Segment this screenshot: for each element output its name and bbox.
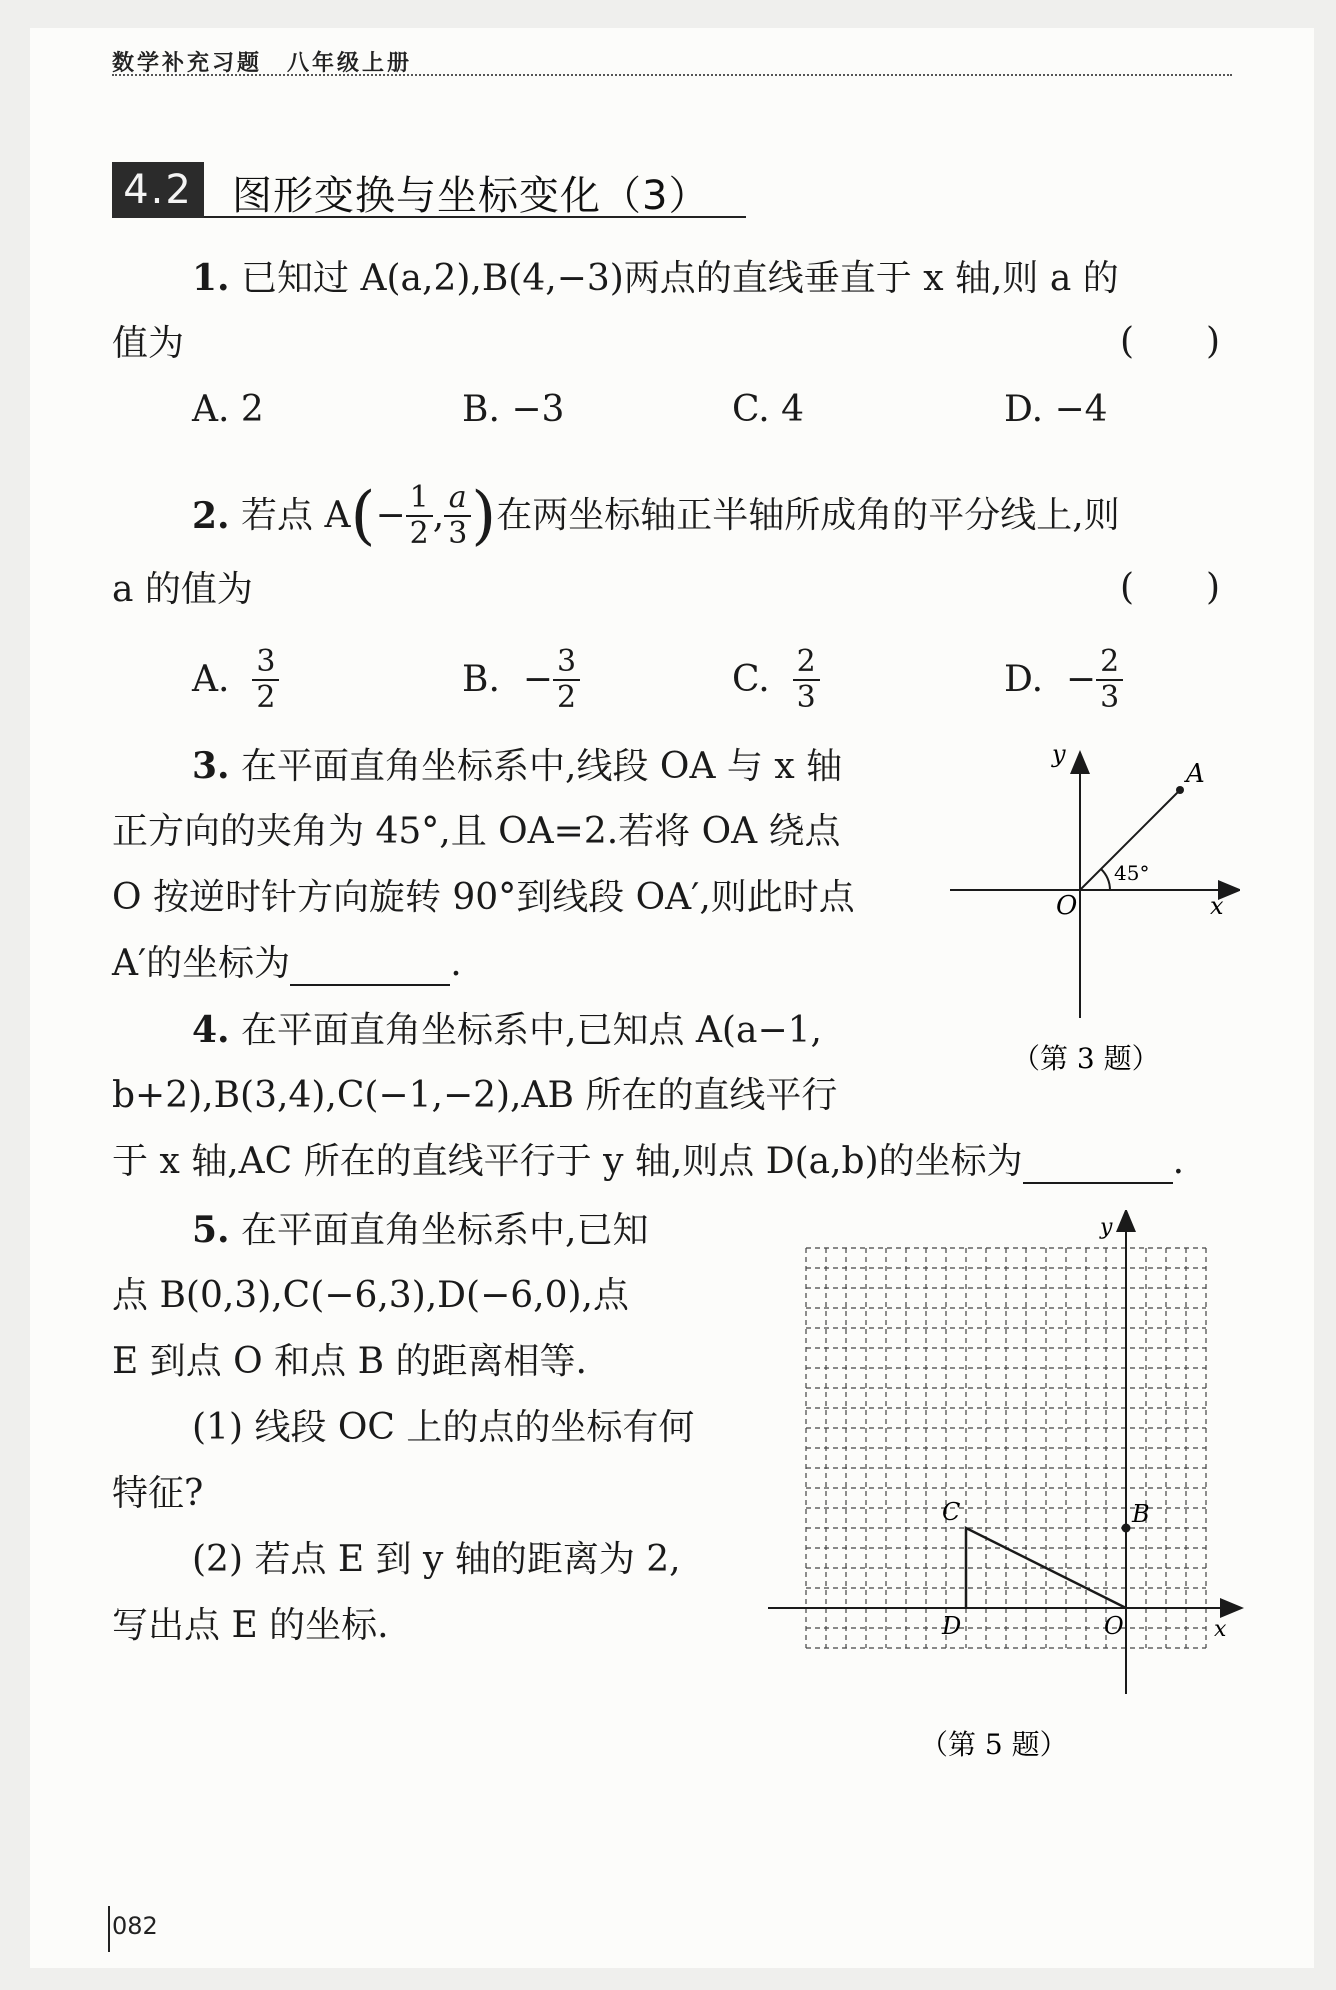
page-number: 082 bbox=[112, 1912, 158, 1940]
question-stem-suffix: 在两坐标轴正半轴所成角的平分线上,则 bbox=[496, 495, 1120, 536]
y-axis-label: y bbox=[1100, 1215, 1113, 1240]
option-b: B. −3 bbox=[462, 389, 565, 430]
question-stem-prefix: 若点 A bbox=[241, 495, 351, 536]
origin-label: O bbox=[1104, 1612, 1124, 1640]
y-axis-label: y bbox=[1052, 748, 1066, 768]
option-a: A. $\frac{3}{2}$ bbox=[192, 640, 279, 720]
question-3-line: 正方向的夹角为 45°,且 OA=2.若将 OA 绕点 bbox=[112, 811, 841, 852]
question-5: 5. 在平面直角坐标系中,已知 bbox=[192, 1209, 649, 1251]
question-3: 3. 在平面直角坐标系中,线段 OA 与 x 轴 bbox=[192, 745, 843, 787]
question-number: 3. bbox=[192, 745, 230, 787]
section-number: 4.2 bbox=[112, 162, 204, 218]
option-a: A. 2 bbox=[192, 389, 264, 430]
fraction: $\frac{1}{2}$ bbox=[406, 481, 433, 551]
section-underline bbox=[204, 216, 746, 218]
page-number-bar bbox=[108, 1906, 110, 1952]
origin-label: O bbox=[1056, 891, 1078, 921]
question-1-stem-cont: 值为 bbox=[112, 323, 185, 364]
figure-q5 bbox=[768, 1210, 1248, 1770]
figure-caption: （第 5 题） bbox=[920, 1728, 1068, 1761]
option-d: D. −4 bbox=[1004, 389, 1108, 430]
question-4-line: 于 x 轴,AC 所在的直线平行于 y 轴,则点 D(a,b)的坐标为 . bbox=[112, 1141, 1185, 1182]
answer-paren: ( ) bbox=[1120, 567, 1221, 608]
question-number: 5. bbox=[192, 1209, 230, 1251]
angle-arc bbox=[1101, 869, 1110, 890]
question-number: 2. bbox=[192, 495, 230, 537]
option-b: B. − $\frac{3}{2}$ bbox=[462, 640, 580, 720]
answer-paren: ( ) bbox=[1120, 321, 1221, 362]
point-c-label: C bbox=[942, 1498, 961, 1526]
dashed-grid bbox=[806, 1248, 1206, 1648]
section-title: 图形变换与坐标变化（3） bbox=[232, 173, 710, 219]
question-3-line: A′的坐标为 . bbox=[112, 943, 462, 984]
x-axis-label: x bbox=[1210, 892, 1224, 920]
question-2: 2. 若点 A ( − $\frac{1}{2}$ , $\frac{a}{3}$ ) 在两坐标轴正半轴所成角的平分线上,则 bbox=[192, 476, 1120, 556]
option-d: D. − $\frac{2}{3}$ bbox=[1004, 640, 1123, 720]
question-stem: 已知过 A(a,2),B(4,−3)两点的直线垂直于 x 轴,则 a 的 bbox=[241, 258, 1119, 299]
x-axis-label: x bbox=[1214, 1617, 1227, 1642]
question-5-sub2-cont: 写出点 E 的坐标. bbox=[112, 1605, 389, 1646]
running-header: 数学补充习题 八年级上册 bbox=[112, 51, 413, 76]
question-4-line: b+2),B(3,4),C(−1,−2),AB 所在的直线平行 bbox=[112, 1075, 838, 1116]
option-c: C. 4 bbox=[732, 389, 805, 430]
question-5-sub2: (2) 若点 E 到 y 轴的距离为 2, bbox=[192, 1539, 681, 1580]
question-2-stem-cont: a 的值为 bbox=[112, 569, 253, 610]
angle-label: 45° bbox=[1114, 861, 1150, 885]
question-5-sub1: (1) 线段 OC 上的点的坐标有何 bbox=[192, 1407, 695, 1448]
question-3-line: O 按逆时针方向旋转 90°到线段 OA′,则此时点 bbox=[112, 877, 855, 918]
figure-caption: （第 3 题） bbox=[1012, 1042, 1160, 1075]
point-b-label: B bbox=[1132, 1500, 1150, 1528]
question-4: 4. 在平面直角坐标系中,已知点 A(a−1, bbox=[192, 1009, 822, 1051]
question-5-line: E 到点 O 和点 B 的距离相等. bbox=[112, 1341, 587, 1382]
fraction: $\frac{a}{3}$ bbox=[444, 481, 471, 551]
option-c: C. $\frac{2}{3}$ bbox=[732, 640, 820, 720]
point-d-label: D bbox=[942, 1612, 962, 1640]
question-5-sub1-cont: 特征? bbox=[112, 1473, 204, 1514]
question-5-line: 点 B(0,3),C(−6,3),D(−6,0),点 bbox=[112, 1275, 629, 1316]
point-a-label: A bbox=[1186, 759, 1205, 789]
figure-q3 bbox=[940, 748, 1240, 1088]
question-1 bbox=[192, 258, 1119, 299]
answer-blank bbox=[290, 944, 450, 986]
point-b bbox=[1122, 1524, 1131, 1533]
point-a bbox=[1176, 786, 1184, 794]
question-number: 1. bbox=[192, 257, 230, 299]
answer-blank bbox=[1023, 1142, 1173, 1184]
header-dotted-rule bbox=[112, 74, 1232, 76]
question-number: 4. bbox=[192, 1009, 230, 1051]
